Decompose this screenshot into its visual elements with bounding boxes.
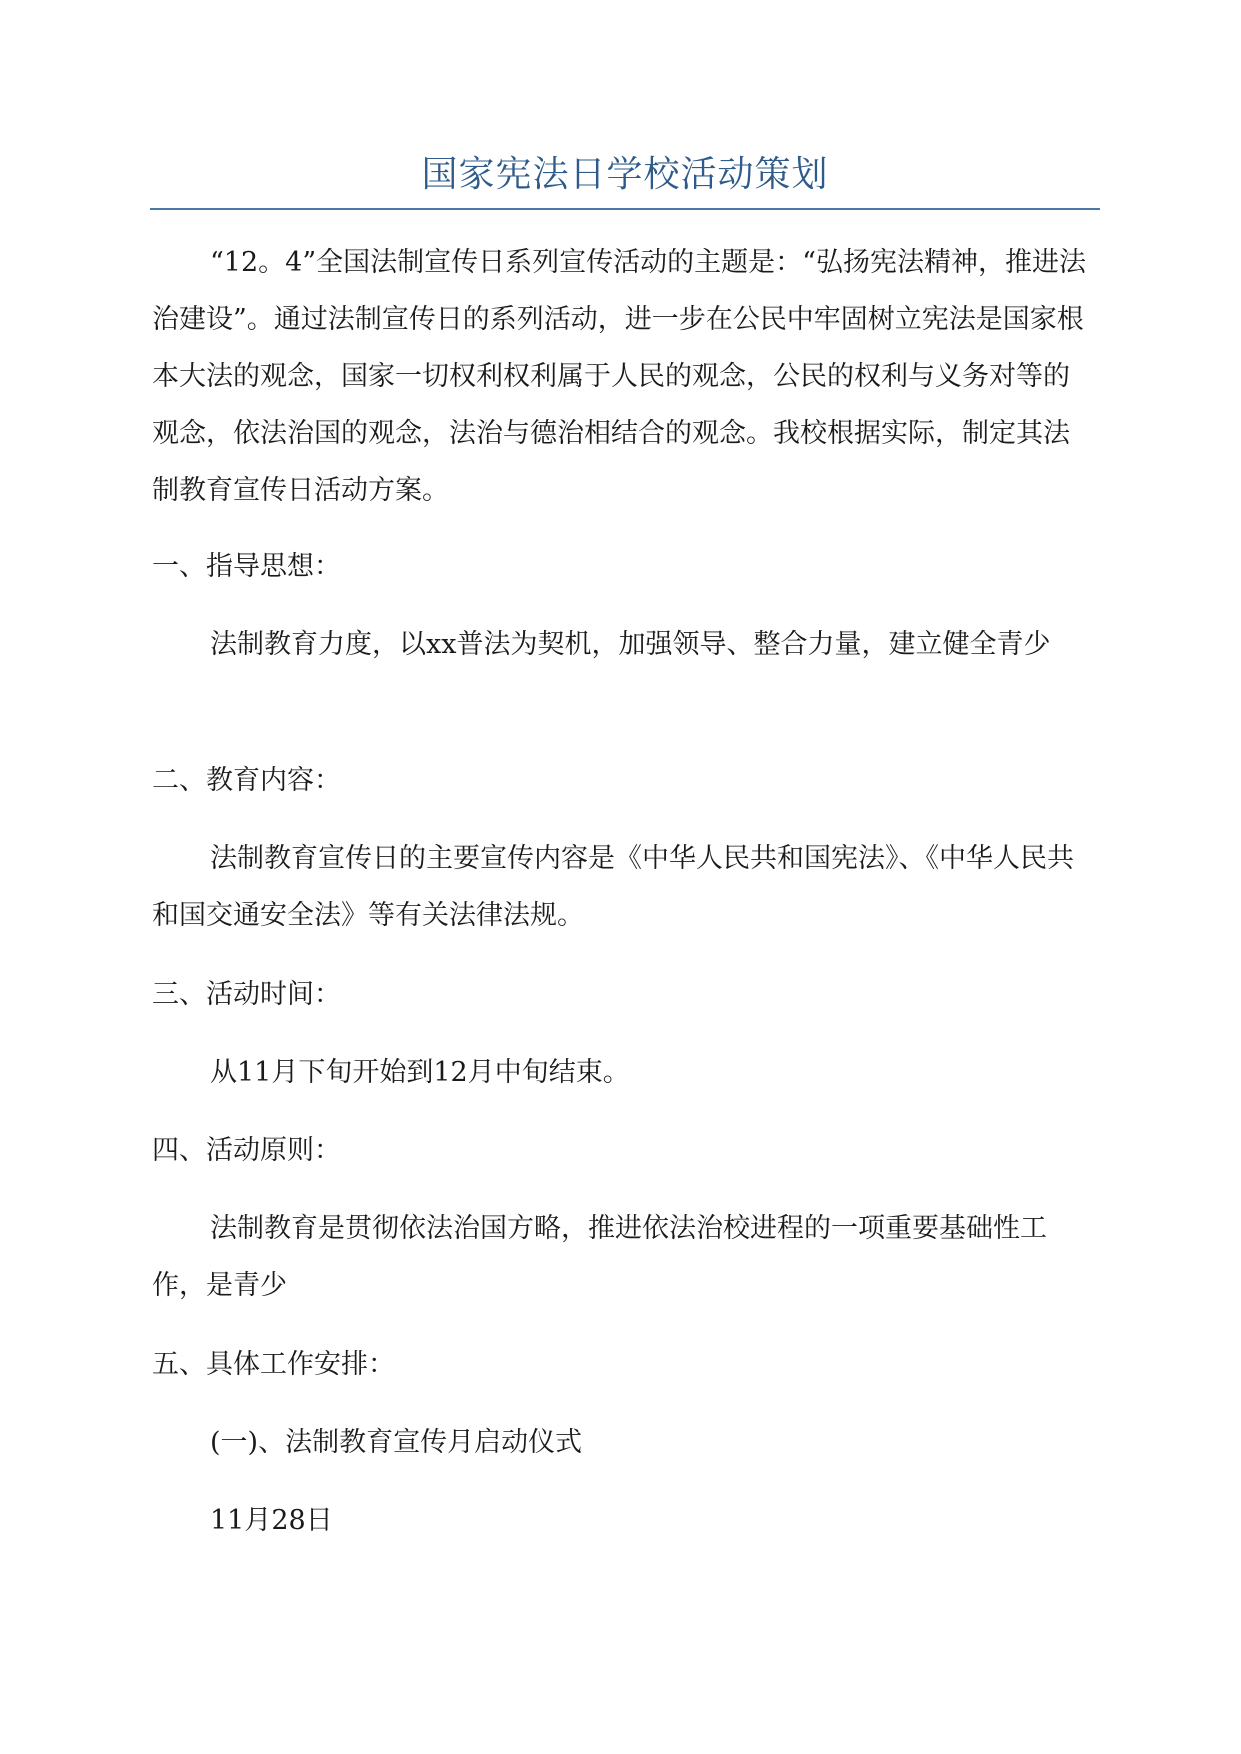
section-heading-activity-principle: 四、活动原则：	[152, 1135, 341, 1166]
section-date-work-arrangement: 11月28日	[210, 1505, 333, 1536]
section-heading-education-content: 二、教育内容：	[152, 765, 341, 796]
section-body-education-content: 法制教育宣传日的主要宣传内容是《中华人民共和国宪法》、《中华人民共和国交通安全法》等有关法律法规。	[152, 843, 1074, 931]
document-title: 国家宪法日学校活动策划	[421, 154, 829, 195]
section-heading-activity-time: 三、活动时间：	[152, 979, 341, 1010]
section-body-activity-time: 从11月下旬开始到12月中旬结束。	[210, 1057, 630, 1088]
intro-paragraph: “12。4”全国法制宣传日系列宣传活动的主题是：“弘扬宪法精神，推进法治建设”。通过法制宣传日的系列活动，进一步在公民中牢固树立宪法是国家根本大法的观念，国家一切权利权利属于人民的观念，公民的权利与义务对等的观念，依法治国的观念，法治与德治相结合的观念。我校根据实际，制定其法制教育宣传日活动方案。	[152, 247, 1086, 506]
section-heading-guiding-idea: 一、指导思想：	[152, 551, 341, 582]
section-body-activity-principle: 法制教育是贯彻依法治国方略，推进依法治校进程的一项重要基础性工作，是青少	[152, 1213, 1047, 1301]
section-body-guiding-idea: 法制教育力度，以xx普法为契机，加强领导、整合力量，建立健全青少	[210, 629, 1051, 660]
title-underline	[150, 208, 1100, 210]
section-heading-work-arrangement: 五、具体工作安排：	[152, 1349, 395, 1380]
section-body-work-arrangement: (一)、法制教育宣传月启动仪式	[210, 1427, 583, 1458]
